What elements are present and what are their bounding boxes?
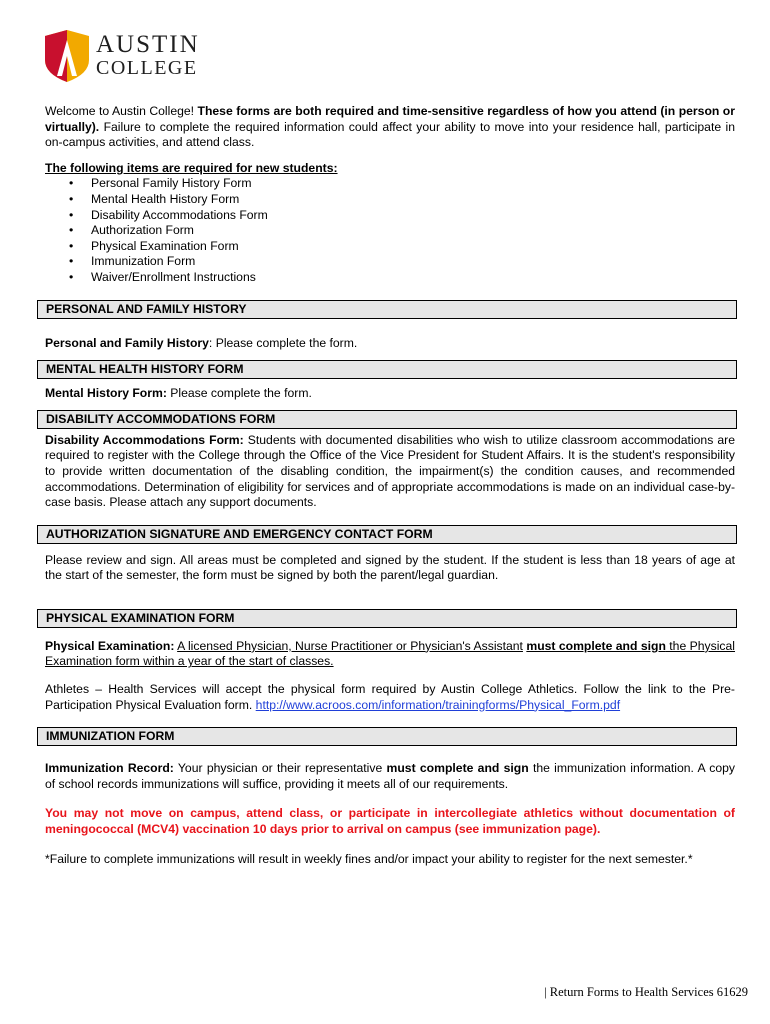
section-header-personal: PERSONAL AND FAMILY HISTORY	[37, 300, 737, 319]
section-header-immunization: IMMUNIZATION FORM	[37, 727, 737, 746]
immunization-paragraph	[45, 761, 735, 792]
immunization-text2: the immunization information. A copy of school records immunizations will suffice, providing it meets all of our requirements.	[45, 761, 735, 791]
immunization-warning: You may not move on campus, attend class, or participate in intercollegiate athletics without documentation of meningococcal (MCV4) vaccination 10 days prior to arrival on campus (see immunization page).	[45, 806, 735, 837]
athletes-paragraph	[45, 682, 735, 713]
physical-bold: must complete and sign	[526, 638, 666, 653]
required-item: • Authorization Form	[91, 223, 735, 239]
required-item: • Personal Family History Form	[91, 176, 735, 192]
physical-paragraph	[45, 639, 735, 670]
section-header-authorization: AUTHORIZATION SIGNATURE AND EMERGENCY CONTACT FORM	[37, 525, 737, 544]
intro-welcome: Welcome to Austin College!	[45, 104, 198, 118]
authorization-paragraph: Please review and sign. All areas must be completed and signed by the student. If the student is less than 18 years of age at the start of the semester, the form must be signed by both the parent/legal guardian.	[45, 552, 735, 583]
athletes-text: Athletes – Health Services will accept the physical form required by Austin College Athletics. Follow the link to the Pre-Participation Physical Evaluation form.	[45, 682, 735, 712]
required-item: • Physical Examination Form	[91, 239, 735, 255]
document-content	[45, 104, 735, 867]
required-item: • Immunization Form	[91, 254, 735, 270]
personal-label: Personal and Family History	[45, 335, 209, 350]
immunization-bold: must complete and sign	[386, 761, 529, 776]
logo-line2: COLLEGE	[96, 57, 198, 79]
intro-paragraph	[45, 104, 735, 151]
intro-rest: Failure to complete the required information could affect your ability to move into your residence hall, participate in on-campus activities, and attend class.	[45, 119, 735, 150]
logo-line1: AUSTIN	[96, 31, 200, 58]
physical-text1: A licensed Physician, Nurse Practitioner or Physician's Assistant	[177, 638, 523, 653]
personal-paragraph	[45, 336, 735, 352]
required-item: • Waiver/Enrollment Instructions	[91, 270, 735, 286]
immunization-fines-note: *Failure to complete immunizations will result in weekly fines and/or impact your ability to register for the next semester.*	[45, 851, 693, 866]
footer-return-note: | Return Forms to Health Services 61629	[544, 985, 748, 999]
disability-label: Disability Accommodations Form:	[45, 432, 244, 447]
required-item: • Disability Accommodations Form	[91, 208, 735, 224]
shield-logo-icon	[43, 30, 91, 82]
mental-text: Please complete the form.	[166, 386, 312, 401]
section-header-disability: DISABILITY ACCOMMODATIONS FORM	[37, 410, 737, 429]
logo-wordmark	[96, 32, 200, 78]
physical-text2: the Physical Examination form within a year of the start of classes.	[45, 638, 736, 669]
austin-college-logo	[43, 30, 203, 82]
disability-paragraph	[45, 433, 735, 511]
immunization-text1: Your physician or their representative	[173, 761, 387, 776]
section-header-physical: PHYSICAL EXAMINATION FORM	[37, 609, 737, 628]
mental-paragraph	[45, 386, 735, 402]
physical-form-link[interactable]: http://www.acroos.com/information/trainingforms/Physical_Form.pdf	[255, 697, 621, 712]
disability-text: Students with documented disabilities who wish to utilize classroom accommodations are required to register with the College through the Office of the Vice President for Student Affairs. It is the student's responsibility to provide written documentation of the disabling condition, the impairment(s) the condition causes, and recommended accommodations. Determination of eligibility for services and of appropriate accommodations is made on an individual case-by-case basis. Please attach any support documents.	[45, 432, 735, 510]
personal-text: : Please complete the form.	[208, 335, 358, 350]
intro-bold: These forms are both required and time-sensitive regardless of how you attend (in person or virtually).	[45, 104, 735, 134]
section-header-mental: MENTAL HEALTH HISTORY FORM	[37, 360, 737, 379]
required-items-list	[45, 176, 735, 285]
required-item: • Mental Health History Form	[91, 192, 735, 208]
immunization-label: Immunization Record:	[45, 761, 174, 776]
required-heading: The following items are required for new students:	[45, 160, 338, 175]
mental-label: Mental History Form:	[45, 386, 167, 401]
physical-label: Physical Examination:	[45, 638, 175, 653]
